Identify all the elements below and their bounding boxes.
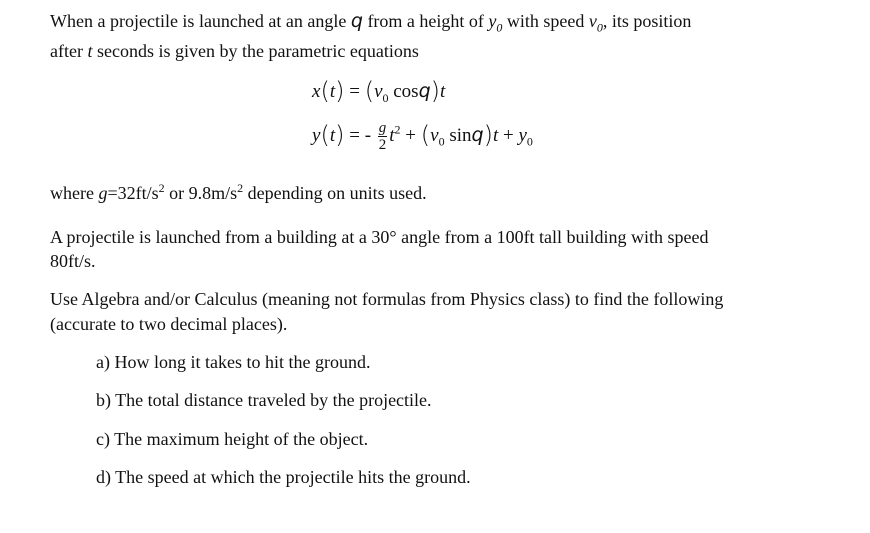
instructions-line-2: (accurate to two decimal places). [50, 314, 288, 334]
equation-y: y(t) = - $\frac{g}{2}$ $t^2 + (v_0$ $\sin q)t + y_0$ [312, 120, 533, 153]
eq-sub0: 0 [382, 90, 389, 105]
eq-sub0: 0 [526, 134, 533, 149]
eq-plus: + [405, 124, 417, 146]
eq-sub0: 0 [438, 134, 445, 149]
g-over-2-fraction: $\frac{g}{2}$ [378, 120, 387, 153]
intro-text: seconds is given by the parametric equations [96, 41, 419, 61]
intro-line-1 [50, 10, 692, 35]
eq-cos: cos [393, 81, 419, 102]
eq-v: v [430, 124, 439, 146]
y0-variable: $y_0$ [488, 11, 503, 35]
eq-t: t [329, 124, 336, 146]
equation-x: $x(t) = (v_0$ cosq)t [312, 77, 446, 105]
eq-t: t [389, 124, 395, 146]
eq-t: t [329, 81, 336, 102]
eq-sin: sin [449, 124, 472, 146]
eq-theta: q [418, 80, 431, 102]
problem-line-2: 80ft/s. [50, 251, 96, 271]
eq-t: t [492, 124, 499, 146]
question-c: c) The maximum height of the object. [96, 429, 369, 449]
exp: 2 [158, 181, 165, 195]
where-text: where [50, 183, 94, 203]
g-variable: g [98, 183, 108, 203]
where-suffix: depending on units used. [247, 183, 427, 203]
t-variable: t [87, 41, 93, 61]
eq-t: t [440, 81, 446, 102]
intro-text: from a height of [367, 11, 484, 31]
intro-line-2 [50, 40, 419, 62]
eq-plus: + [502, 124, 514, 146]
where-line [50, 182, 427, 204]
v0-variable: $v_0$ [588, 11, 603, 35]
eq-equals: = [349, 124, 360, 146]
question-a: a) How long it takes to hit the ground. [96, 352, 371, 372]
eq-y-lhs: y [312, 124, 321, 146]
where-middle: or 9.8m/s [169, 183, 238, 203]
question-d: d) The speed at which the projectile hits the ground. [96, 467, 471, 487]
question-b: b) The total distance traveled by the projectile. [96, 390, 432, 410]
eq-y0: y [518, 124, 527, 146]
eq-theta: q [471, 123, 484, 146]
problem-line-1: A projectile is launched from a building at a 30° angle from a 100ft tall building with speed [50, 227, 709, 247]
eq-v: v [374, 81, 383, 102]
intro-text: after [50, 41, 83, 61]
intro-text: with speed [506, 11, 585, 31]
eq-equals: = [349, 81, 360, 102]
intro-text: When a projectile is launched at an angle [50, 11, 347, 31]
eq-x-lhs: x [312, 81, 321, 102]
exp: 2 [237, 181, 244, 195]
g-value: =32ft/s [107, 183, 159, 203]
instructions-line-1: Use Algebra and/or Calculus (meaning not formulas from Physics class) to find the following [50, 289, 724, 309]
theta-symbol: q [350, 10, 363, 32]
eq-minus: - [364, 124, 372, 146]
intro-text: , its position [602, 11, 692, 31]
eq-exp: 2 [394, 122, 401, 137]
